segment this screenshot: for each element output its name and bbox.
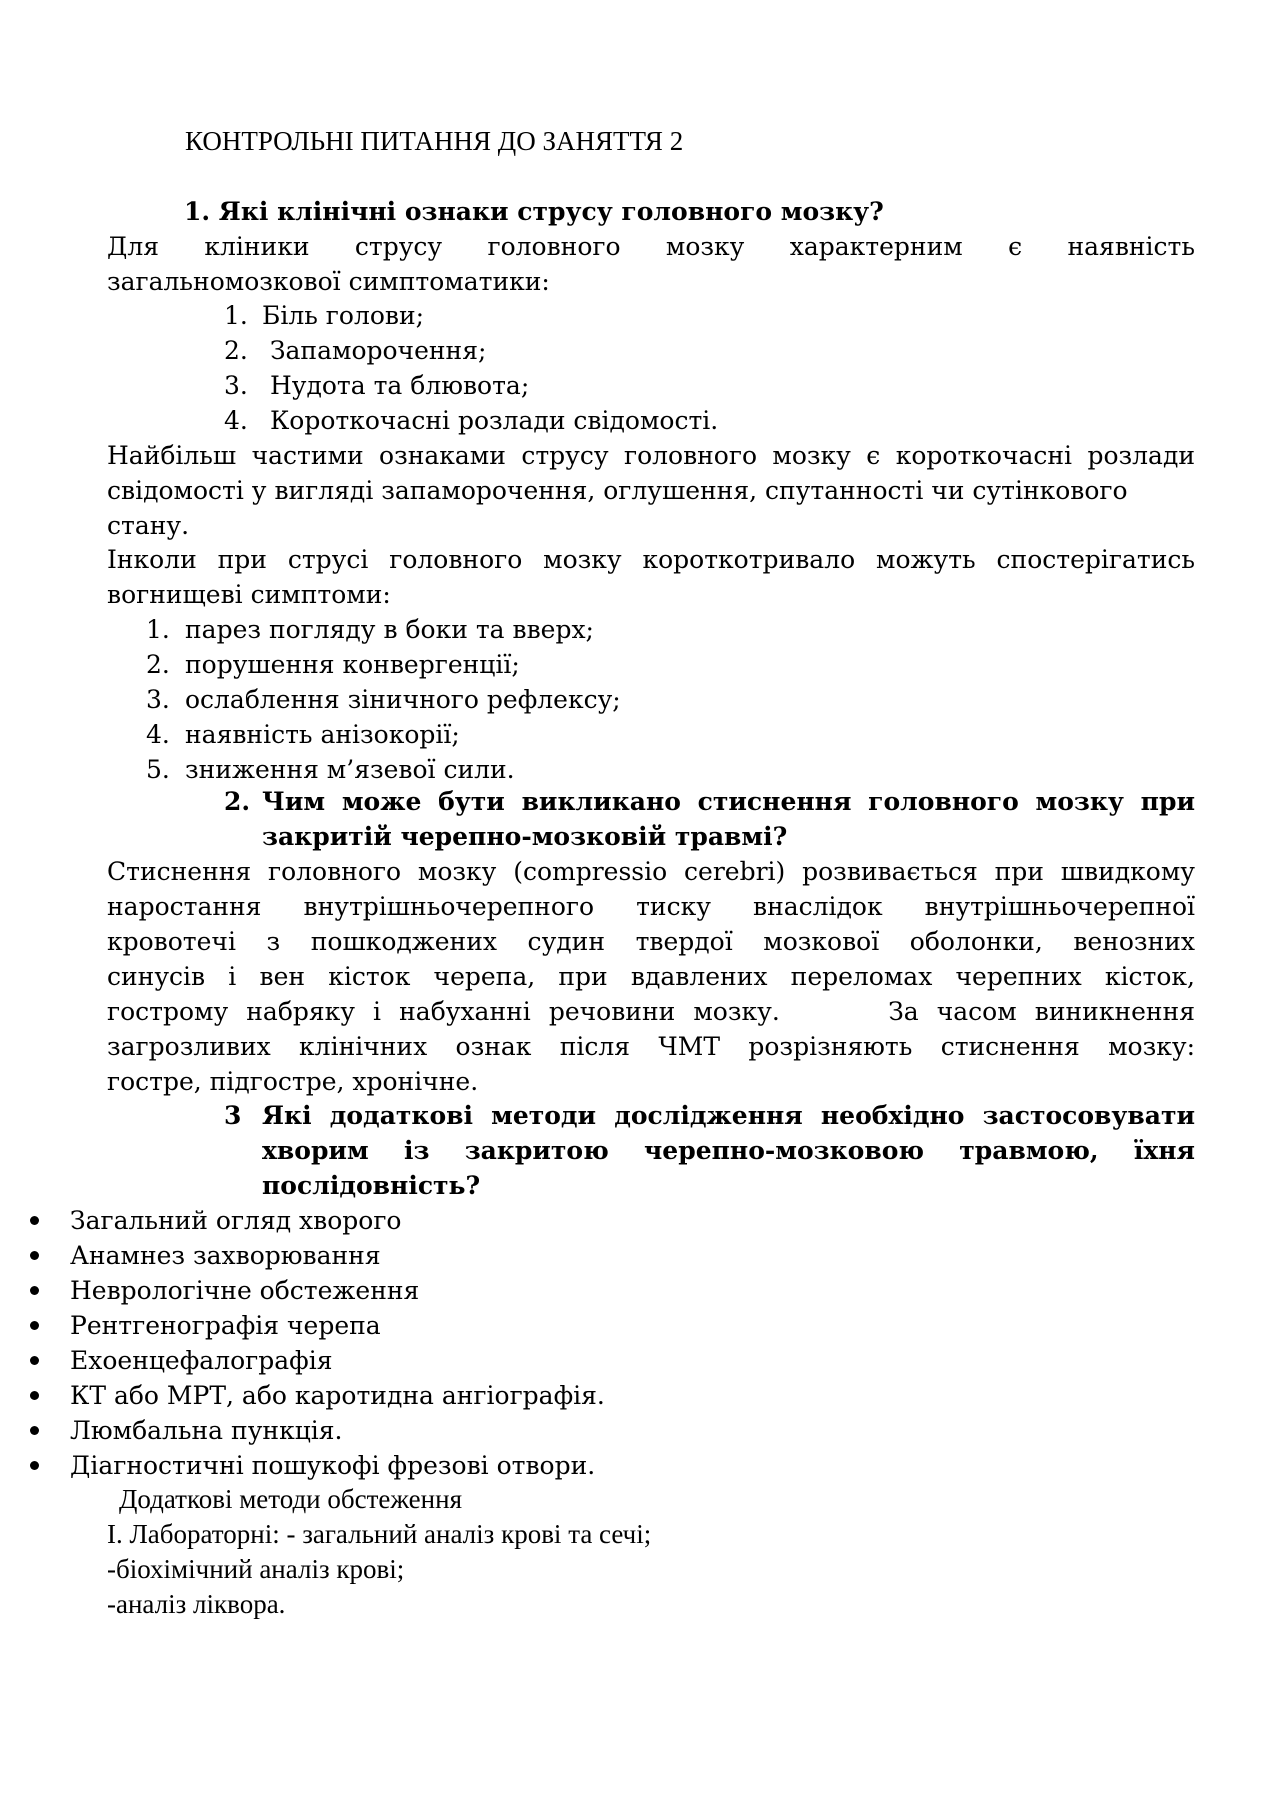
list-item: 3. Нудота та блювота;: [224, 371, 530, 400]
lab-tests-line-3: -аналіз ліквора.: [107, 1589, 286, 1619]
list-item: 5. зниження м’язевої сили.: [146, 755, 515, 784]
methods-bullet-list: [30, 1203, 605, 1483]
list-item: Люмбальна пункція.: [30, 1413, 605, 1448]
symptom-list: [224, 298, 718, 438]
list-item: Неврологічне обстеження: [30, 1273, 605, 1308]
q1-paragraph-3: [107, 542, 1195, 612]
list-item: Ехоенцефалографія: [30, 1343, 605, 1378]
question-2-number: 2.: [224, 787, 251, 816]
q1-intro-line-1: Для кліники струсу головного мозку характерним є наявність: [107, 232, 1195, 261]
q1-paragraph-2: [107, 438, 1195, 543]
q2-line-4: синусів і вен кісток черепа, при вдавлених переломах черепних кісток,: [107, 962, 1195, 991]
question-2-heading: [224, 784, 1195, 854]
question-1-heading: 1. Які клінічні ознаки струсу головного мозку?: [184, 197, 884, 226]
q1-intro-line-2: загальномозкової симптоматики:: [107, 267, 550, 296]
q2-line-2: наростання внутрішньочерепного тиску внаслідок внутрішньочерепної: [107, 892, 1195, 921]
q1-p3-line-2: вогнищеві симптоми:: [107, 580, 391, 609]
q2-line-7: гостре, підгостре, хронічне.: [107, 1067, 479, 1096]
focal-symptom-list: [146, 612, 621, 787]
q2-line-6: загрозливих клінічних ознак після ЧМТ розрізняють стиснення мозку:: [107, 1032, 1195, 1061]
q2-line-5: гострому набряку і набуханні речовини мозку. За часом виникнення: [107, 997, 1195, 1026]
question-3-heading: [224, 1098, 1195, 1203]
list-item: 4. Короткочасні розлади свідомості.: [224, 406, 719, 435]
lab-tests-line-2: -біохімічний аналіз крові;: [107, 1554, 405, 1584]
bullet-icon: [30, 1426, 39, 1435]
q1-p2-line-2: свідомості у вигляді запаморочення, оглушення, спутанності чи сутінкового: [107, 476, 1128, 505]
list-item: Діагностичні пошукофі фрезові отвори.: [30, 1448, 605, 1483]
bullet-icon: [30, 1391, 39, 1400]
list-item: 2. Запаморочення;: [224, 336, 487, 365]
q1-p2-line-3: стану.: [107, 511, 190, 540]
q2-line-1: Стиснення головного мозку (compressio cerebri) розвивається при швидкому: [107, 857, 1195, 886]
q1-p3-line-1: Інколи при струсі головного мозку короткотривало можуть спостерігатись: [107, 545, 1195, 574]
q3-heading-line-1: Які додаткові методи дослідження необхідно застосовувати: [262, 1101, 1195, 1130]
question-3-number: 3: [224, 1101, 242, 1130]
bullet-icon: [30, 1461, 39, 1470]
bullet-icon: [30, 1216, 39, 1225]
q2-heading-line-2: закритій черепно-мозковій травмі?: [262, 822, 788, 851]
bullet-icon: [30, 1251, 39, 1260]
q2-heading-line-1: Чим може бути викликано стиснення головного мозку при: [262, 787, 1195, 816]
bullet-icon: [30, 1321, 39, 1330]
list-item: Загальний огляд хворого: [30, 1203, 605, 1238]
q3-heading-line-2: хворим із закритою черепно-мозковою травмою, їхня: [262, 1136, 1195, 1165]
q1-intro-paragraph: [107, 229, 1195, 299]
list-item: КТ або МРТ, або каротидна ангіографія.: [30, 1378, 605, 1413]
lab-tests-line-1: I. Лабораторні: - загальний аналіз крові та сечі;: [107, 1519, 652, 1549]
q1-p2-line-1: Найбільш частими ознаками струсу головного мозку є короткочасні розлади: [107, 441, 1195, 470]
list-item: 3. ослаблення зіничного рефлексу;: [146, 685, 621, 714]
list-item: 1. Біль голови;: [224, 301, 425, 330]
list-item: Анамнез захворювання: [30, 1238, 605, 1273]
q3-heading-line-3: послідовність?: [262, 1171, 481, 1200]
q2-answer-paragraph: [107, 854, 1195, 1099]
list-item: 4. наявність анізокорії;: [146, 720, 460, 749]
page-title: КОНТРОЛЬНІ ПИТАННЯ ДО ЗАНЯТТЯ 2: [185, 126, 684, 156]
bullet-icon: [30, 1356, 39, 1365]
additional-methods-heading: Додаткові методи обстеження: [119, 1484, 462, 1514]
list-item: Рентгенографія черепа: [30, 1308, 605, 1343]
q2-line-3: кровотечі з пошкоджених судин твердої мозкової оболонки, венозних: [107, 927, 1195, 956]
list-item: 2. порушення конвергенції;: [146, 650, 520, 679]
bullet-icon: [30, 1286, 39, 1295]
list-item: 1. парез погляду в боки та вверх;: [146, 615, 594, 644]
additional-methods-block: [107, 1482, 651, 1622]
